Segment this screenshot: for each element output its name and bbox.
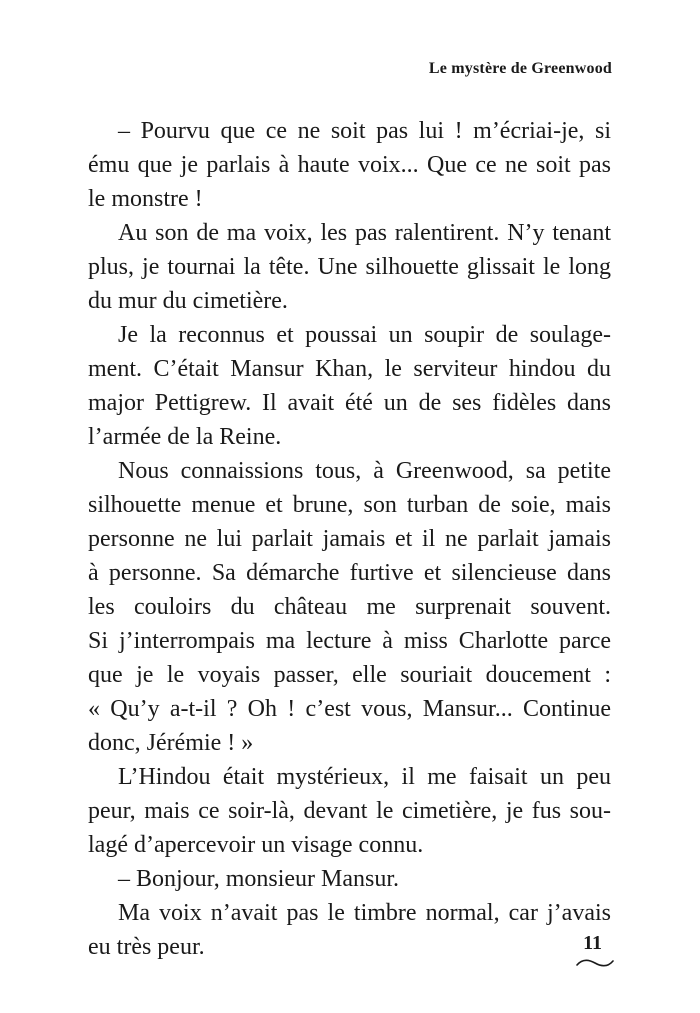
paragraph	[88, 454, 611, 760]
text-line: Nous connaissions tous, à Greenwood, sa petite	[118, 458, 611, 484]
text-line: eu très peur.	[88, 934, 205, 960]
text-line: personne ne lui parlait jamais et il ne parlait jamais	[88, 526, 611, 552]
paragraph	[88, 760, 611, 862]
text-line: à personne. Sa démarche furtive et silencieuse dans	[88, 560, 611, 586]
paragraph	[88, 216, 611, 318]
text-line: « Qu’y a-t-il ? Oh ! c’est vous, Mansur... Continue	[88, 696, 611, 722]
body-text	[88, 114, 611, 964]
text-line: silhouette menue et brune, son turban de soie, mais	[88, 492, 611, 518]
tilde-ornament-icon	[576, 958, 614, 968]
paragraph	[88, 318, 611, 454]
text-line: Au son de ma voix, les pas ralentirent. N’y tenant	[118, 220, 611, 246]
paragraph	[88, 114, 611, 216]
text-line: que je le voyais passer, elle souriait doucement :	[88, 662, 611, 688]
text-line: lagé d’apercevoir un visage connu.	[88, 832, 424, 858]
text-line: major Pettigrew. Il avait été un de ses fidèles dans	[88, 390, 611, 416]
text-line: – Pourvu que ce ne soit pas lui ! m’écriai-je, si	[118, 118, 611, 144]
text-line: L’Hindou était mystérieux, il me faisait un peu	[118, 764, 611, 790]
running-header: Le mystère de Greenwood	[428, 60, 612, 77]
text-line: – Bonjour, monsieur Mansur.	[118, 866, 400, 892]
text-line: plus, je tournai la tête. Une silhouette glissait le long	[88, 254, 611, 280]
text-line: Je la reconnus et poussai un soupir de soulage-	[118, 322, 611, 348]
text-line: ému que je parlais à haute voix... Que ce ne soit pas	[88, 152, 611, 178]
text-line: Si j’interrompais ma lecture à miss Charlotte parce	[88, 628, 611, 654]
text-line: peur, mais ce soir-là, devant le cimetière, je fus sou-	[88, 798, 611, 824]
paragraph	[88, 862, 611, 896]
text-line: du mur du cimetière.	[88, 288, 288, 314]
text-line: ment. C’était Mansur Khan, le serviteur hindou du	[88, 356, 611, 382]
text-line: donc, Jérémie ! »	[88, 730, 254, 756]
text-line: Ma voix n’avait pas le timbre normal, car j’avais	[118, 900, 611, 926]
text-line: les couloirs du château me surprenait souvent.	[88, 594, 611, 620]
page-number: 11	[583, 932, 602, 954]
paragraph	[88, 896, 611, 964]
text-line: le monstre !	[88, 186, 203, 212]
text-line: l’armée de la Reine.	[88, 424, 282, 450]
